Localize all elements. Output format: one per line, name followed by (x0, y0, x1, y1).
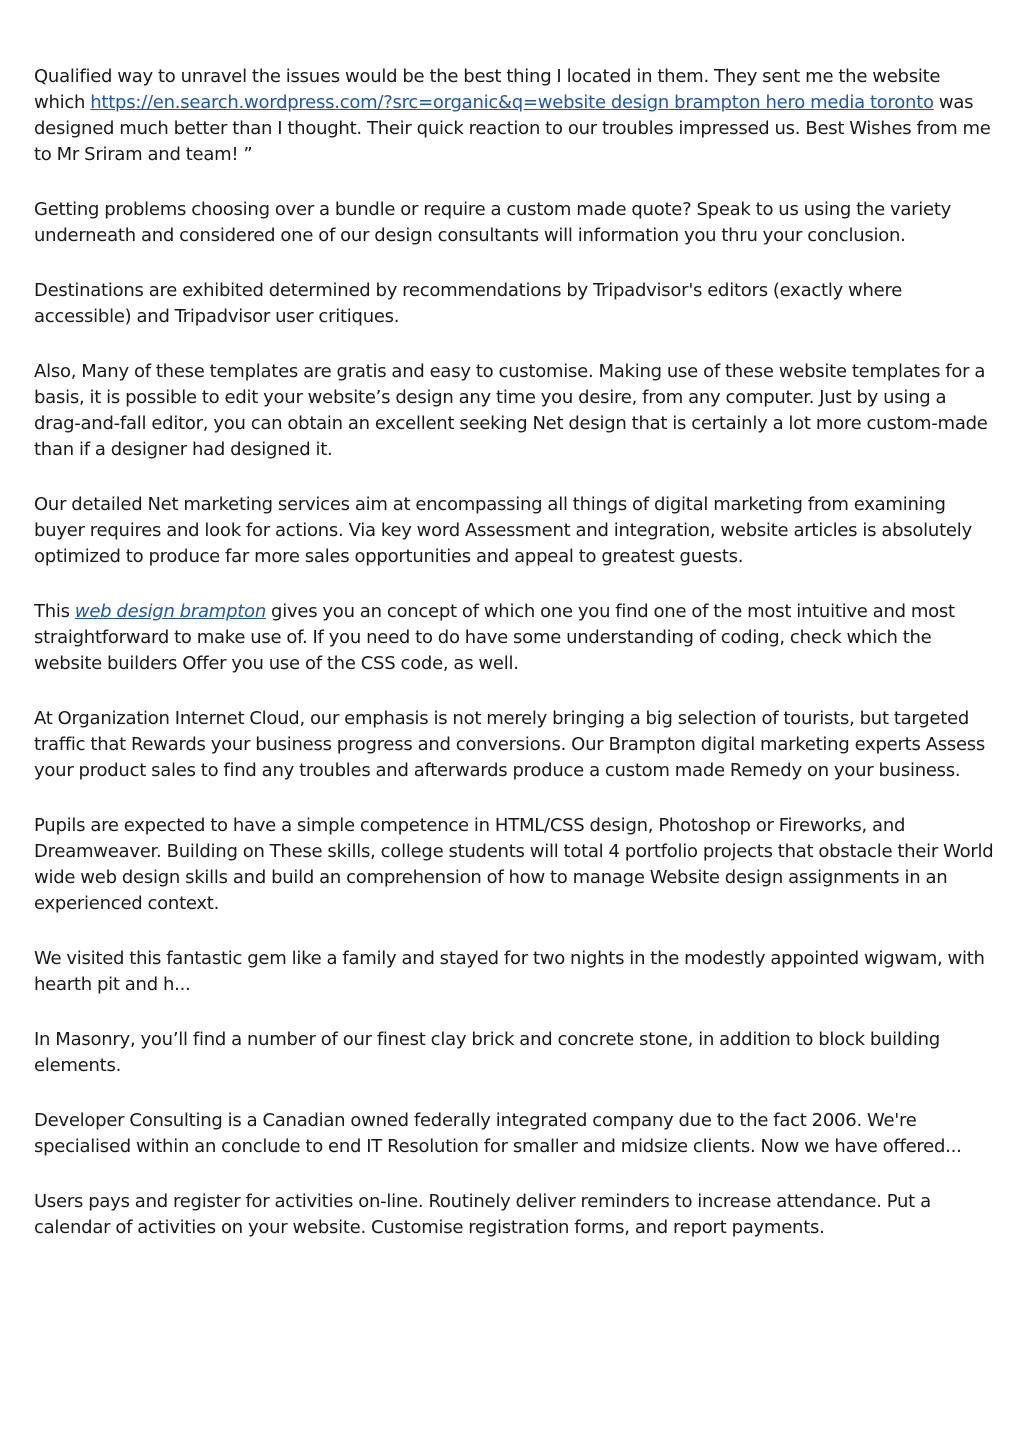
paragraph-templates: Also, Many of these templates are gratis and easy to customise. Making use of these website templates for a basis, it is possible to edit your website’s design any time you desire, from any computer. Just by using a drag-and-fall editor, you can obtain an excellent seeking Net design that is certainly a lot more custom-made than if a designer had designed it. (34, 361, 988, 460)
paragraph-destinations: Destinations are exhibited determined by recommendations by Tripadvisor's editors (exactly where accessible) and Tripadvisor user critiques. (34, 280, 903, 327)
paragraph-internet-cloud: At Organization Internet Cloud, our emphasis is not merely bringing a big selection of tourists, but targeted traffic that Rewards your business progress and conversions. Our Brampton digital marketing experts Assess your product sales to find any troubles and afterwards produce a custom made Remedy on your business. (34, 708, 986, 781)
wordpress-search-link[interactable]: https://en.search.wordpress.com/?src=organic&q=website design brampton hero media toronto (90, 92, 934, 113)
paragraph-masonry: In Masonry, you’ll find a number of our finest clay brick and concrete stone, in addition to block building elements. (34, 1029, 940, 1076)
paragraph-developer-consulting: Developer Consulting is a Canadian owned federally integrated company due to the fact 2006. We're specialised within an conclude to end IT Resolution for smaller and midsize clients. Now we have offered... (34, 1110, 962, 1157)
document-body (34, 64, 994, 1270)
paragraph-text: This (34, 601, 75, 622)
paragraph-text: was designed much better than I thought. Their quick reaction to our troubles impressed us. Best Wishes from me to Mr Sriram and team! ” (34, 92, 991, 165)
paragraph-testimonial (34, 64, 994, 168)
paragraph-quote: Getting problems choosing over a bundle or require a custom made quote? Speak to us using the variety underneath and considered one of our design consultants will information you thru your conclusion. (34, 199, 952, 246)
paragraph-activities: Users pays and register for activities on-line. Routinely deliver reminders to increase attendance. Put a calendar of activities on your website. Customise registration forms, and report payments. (34, 1191, 931, 1238)
paragraph-pupils: Pupils are expected to have a simple competence in HTML/CSS design, Photoshop or Fireworks, and Dreamweaver. Building on These skills, college students will total 4 portfolio projects that obstacle their World wide web design skills and build an comprehension of how to manage Website design assignments in an experienced context. (34, 815, 994, 914)
paragraph-text: gives you an concept of which one you find one of the most intuitive and most straightforward to make use of. If you need to do have some understanding of coding, check which the website builders Offer you use of the CSS code, as well. (34, 601, 955, 674)
paragraph-family-visit: We visited this fantastic gem like a family and stayed for two nights in the modestly appointed wigwam, with hearth pit and h... (34, 948, 985, 995)
paragraph-marketing-services: Our detailed Net marketing services aim at encompassing all things of digital marketing from examining buyer requires and look for actions. Via key word Assessment and integration, website articles is absolutely optimized to produce far more sales opportunities and appeal to greatest guests. (34, 494, 972, 567)
paragraph-web-design (34, 599, 994, 677)
paragraph-text: Qualified way to unravel the issues would be the best thing I located in them. They sent me the website which (34, 66, 941, 113)
web-design-brampton-link[interactable]: web design brampton (74, 601, 266, 622)
